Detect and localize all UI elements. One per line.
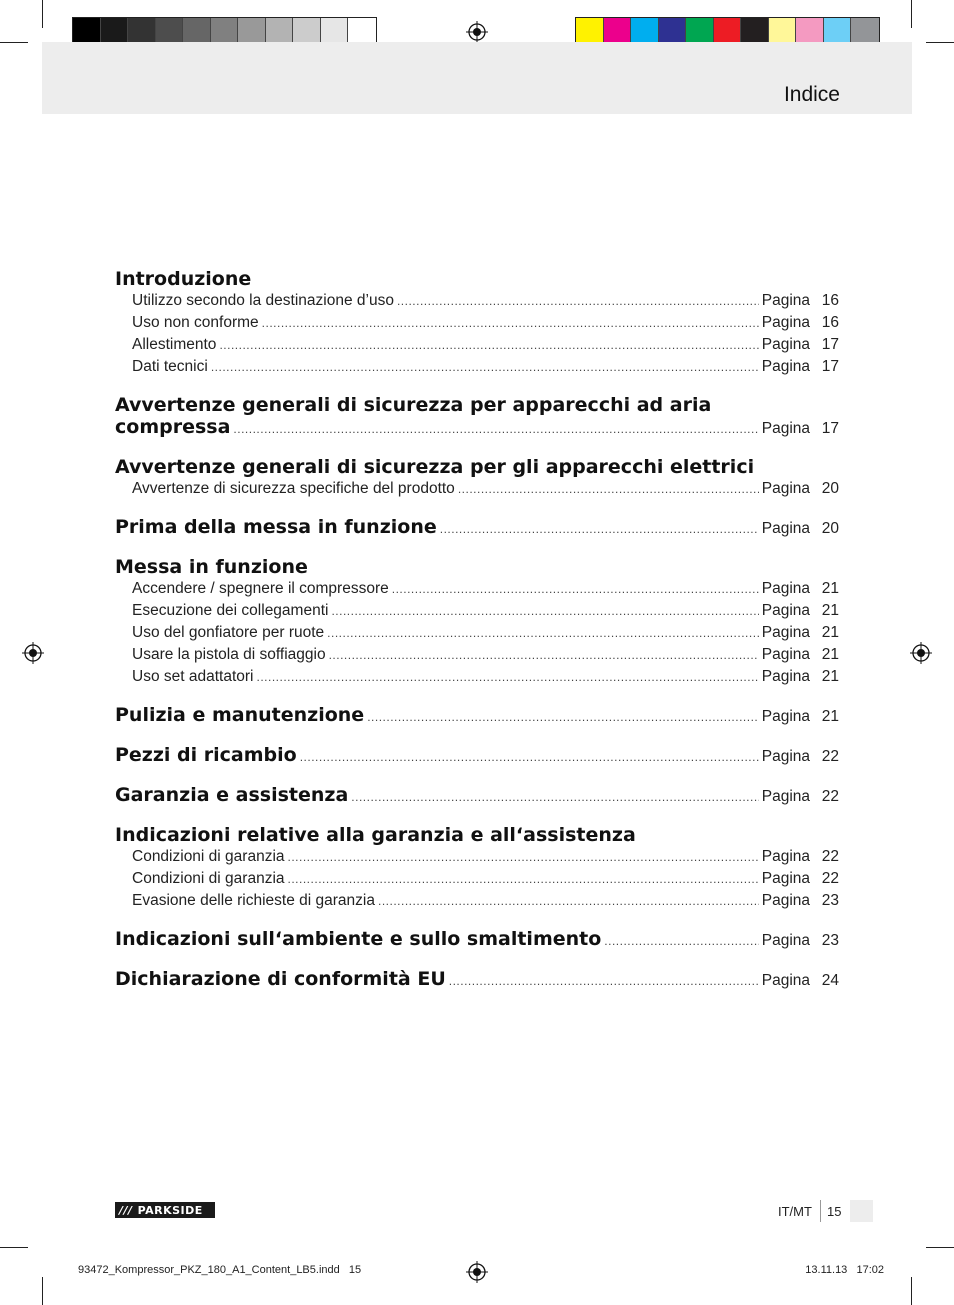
toc-entry-label: Avvertenze di sicurezza specifiche del prodotto [132, 480, 455, 497]
brand-logo-text: PARKSIDE [137, 1203, 203, 1217]
page-ref-number: 24 [821, 972, 839, 989]
toc-section [115, 928, 839, 952]
toc-section-entry[interactable] [115, 704, 839, 728]
crop-mark [926, 42, 954, 43]
toc-entry-label: Indicazioni sull‘ambiente e sullo smaltimento [115, 928, 602, 950]
crop-mark [0, 1247, 28, 1248]
page-ref-number: 17 [821, 336, 839, 353]
toc-section [115, 704, 839, 728]
page-label: Pagina [761, 646, 810, 663]
toc-section-entry[interactable] [115, 516, 839, 540]
toc-section [115, 394, 839, 440]
crop-mark [911, 0, 912, 28]
registration-mark-icon [910, 642, 932, 664]
page-label: Pagina [761, 624, 810, 641]
toc-section [115, 824, 839, 912]
page-ref-number: 21 [821, 602, 839, 619]
print-slug-date: 13.11.13 17:02 [805, 1264, 884, 1276]
toc-entry[interactable] [115, 846, 839, 868]
page-label: Pagina [761, 972, 810, 989]
brand-logo [115, 1202, 215, 1218]
page-ref-number: 17 [821, 420, 839, 437]
toc-entry[interactable] [115, 312, 839, 334]
registration-mark-icon [466, 1261, 488, 1283]
dot-leader [256, 666, 758, 688]
toc-entry[interactable] [115, 644, 839, 666]
toc-entry-label: Prima della messa in funzione [115, 516, 437, 538]
dot-leader [449, 970, 759, 992]
toc-entry[interactable] [115, 666, 839, 688]
toc-section-title[interactable]: Messa in funzione [115, 556, 308, 578]
page-ref-number: 23 [821, 932, 839, 949]
dot-leader [300, 746, 759, 768]
dot-leader [378, 890, 759, 912]
page-ref-number: 17 [821, 358, 839, 375]
page-label: Pagina [761, 314, 810, 331]
toc-section-entry[interactable] [115, 928, 839, 952]
toc-entry-label: Condizioni di garanzia [132, 870, 285, 887]
toc-section [115, 744, 839, 768]
page-label: Pagina [761, 580, 810, 597]
page-ref-number: 22 [821, 848, 839, 865]
toc-entry-label: Uso set adattatori [132, 668, 254, 685]
table-of-contents [115, 268, 839, 992]
toc-section [115, 968, 839, 992]
page-label: Pagina [761, 602, 810, 619]
dot-leader [219, 334, 758, 356]
brand-logo-slashes: /// [119, 1203, 133, 1217]
page-label: Pagina [761, 420, 810, 437]
toc-entry[interactable] [115, 622, 839, 644]
toc-entry-label: Allestimento [132, 336, 217, 353]
page-ref-number: 21 [821, 624, 839, 641]
registration-mark-icon [22, 642, 44, 664]
toc-section-title[interactable]: Avvertenze generali di sicurezza per gli apparecchi elettrici [115, 456, 755, 478]
dot-leader [458, 478, 759, 500]
print-slug-file: 93472_Kompressor_PKZ_180_A1_Content_LB5.indd 15 [78, 1264, 362, 1276]
page-label: Pagina [761, 292, 810, 309]
toc-entry[interactable] [115, 290, 839, 312]
footer-divider [820, 1200, 821, 1222]
toc-entry-label: Dichiarazione di conformità EU [115, 968, 446, 990]
toc-entry-label: Utilizzo secondo la destinazione d’uso [132, 292, 394, 309]
page-ref-number: 20 [821, 480, 839, 497]
page-ref-number: 22 [821, 788, 839, 805]
page-label: Pagina [761, 748, 810, 765]
toc-entry[interactable] [115, 356, 839, 378]
header-band [42, 42, 912, 114]
language-code: IT/MT [778, 1204, 812, 1219]
toc-entry-label: Dati tecnici [132, 358, 208, 375]
dot-leader [397, 290, 759, 312]
page-label: Pagina [761, 708, 810, 725]
toc-section [115, 556, 839, 688]
crop-mark [42, 0, 43, 28]
dot-leader [288, 868, 759, 890]
page-ref-number: 23 [821, 892, 839, 909]
dot-leader [331, 600, 758, 622]
page-label: Pagina [761, 932, 810, 949]
toc-entry-label: Condizioni di garanzia [132, 848, 285, 865]
toc-section-entry[interactable] [115, 416, 839, 440]
crop-mark [926, 1247, 954, 1248]
toc-section [115, 268, 839, 378]
page-ref-number: 16 [821, 292, 839, 309]
page-label: Pagina [761, 480, 810, 497]
toc-entry-label: Uso del gonfiatore per ruote [132, 624, 325, 641]
toc-entry[interactable] [115, 868, 839, 890]
toc-entry[interactable] [115, 334, 839, 356]
toc-entry-label: Pulizia e manutenzione [115, 704, 365, 726]
page-ref-number: 21 [821, 708, 839, 725]
toc-entry-label: compressa [115, 416, 231, 438]
page-title: Indice [783, 83, 840, 106]
crop-mark [0, 42, 28, 43]
page-ref-number: 22 [821, 870, 839, 887]
page-label: Pagina [761, 788, 810, 805]
dot-leader [351, 786, 758, 808]
page-label: Pagina [761, 358, 810, 375]
registration-mark-icon [466, 21, 488, 43]
toc-section [115, 516, 839, 540]
dot-leader [211, 356, 759, 378]
toc-entry-label: Uso non conforme [132, 314, 259, 331]
page-label: Pagina [761, 336, 810, 353]
page-number: 15 [827, 1204, 842, 1219]
toc-entry[interactable] [115, 890, 839, 912]
page-ref-number: 22 [821, 748, 839, 765]
toc-entry[interactable] [115, 578, 839, 600]
page-number-box [850, 1200, 873, 1222]
dot-leader [392, 578, 759, 600]
toc-entry-label: Garanzia e assistenza [115, 784, 349, 806]
toc-entry[interactable] [115, 600, 839, 622]
toc-section-entry[interactable] [115, 968, 839, 992]
crop-mark [42, 1277, 43, 1305]
page-ref-number: 16 [821, 314, 839, 331]
crop-mark [911, 1277, 912, 1305]
toc-entry-label: Esecuzione dei collegamenti [132, 602, 329, 619]
toc-entry-label: Accendere / spegnere il compressore [132, 580, 389, 597]
page-label: Pagina [761, 668, 810, 685]
toc-section-entry[interactable] [115, 744, 839, 768]
dot-leader [288, 846, 759, 868]
page-label: Pagina [761, 848, 810, 865]
toc-entry-label: Pezzi di ricambio [115, 744, 297, 766]
dot-leader [262, 312, 759, 334]
page-ref-number: 21 [821, 580, 839, 597]
page-ref-number: 21 [821, 646, 839, 663]
page-label: Pagina [761, 520, 810, 537]
page-label: Pagina [761, 892, 810, 909]
toc-section-title[interactable]: Avvertenze generali di sicurezza per apparecchi ad aria [115, 394, 712, 416]
toc-section [115, 784, 839, 808]
dot-leader [329, 644, 759, 666]
toc-section-entry[interactable] [115, 784, 839, 808]
page-ref-number: 20 [821, 520, 839, 537]
toc-entry[interactable] [115, 478, 839, 500]
dot-leader [367, 706, 759, 728]
dot-leader [233, 418, 758, 440]
page-label: Pagina [761, 870, 810, 887]
toc-entry-label: Evasione delle richieste di garanzia [132, 892, 375, 909]
dot-leader [327, 622, 759, 644]
toc-entry-label: Usare la pistola di soffiaggio [132, 646, 326, 663]
dot-leader [604, 930, 758, 952]
toc-section-title[interactable]: Introduzione [115, 268, 252, 290]
toc-section-title[interactable]: Indicazioni relative alla garanzia e all‘assistenza [115, 824, 636, 846]
dot-leader [440, 518, 759, 540]
toc-section [115, 456, 839, 500]
page-ref-number: 21 [821, 668, 839, 685]
